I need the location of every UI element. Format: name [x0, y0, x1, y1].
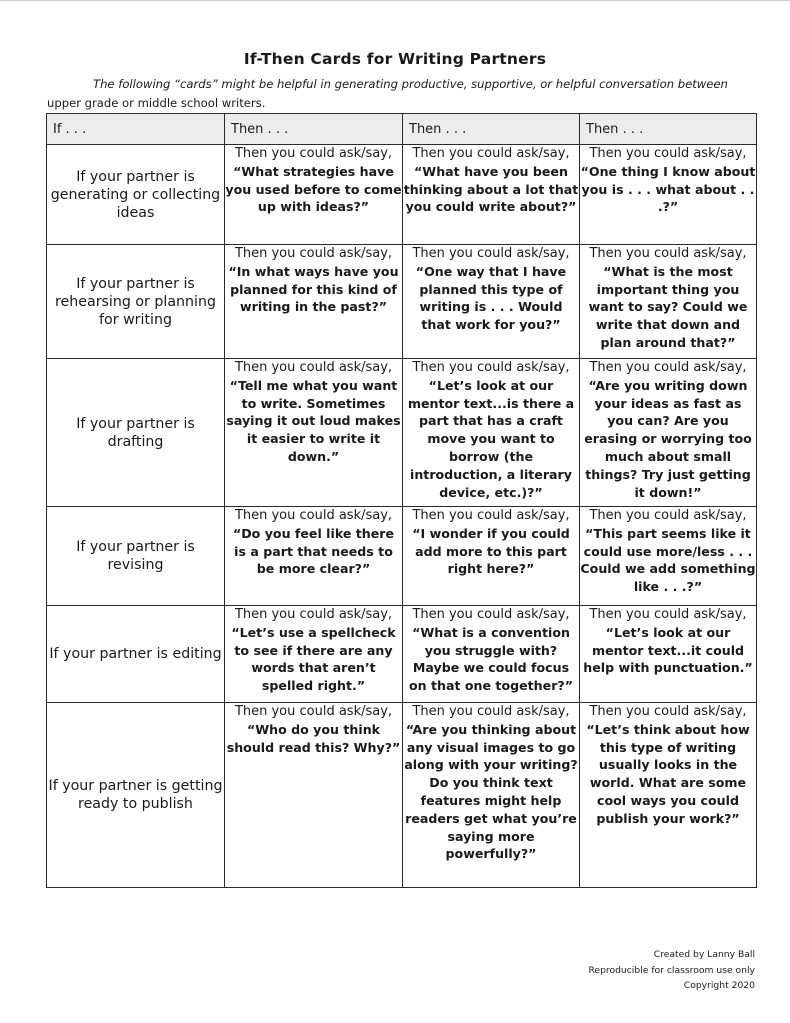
response-lead: Then you could ask/say,	[589, 704, 747, 719]
header-if: If . . .	[47, 114, 225, 145]
response-cell	[580, 145, 757, 245]
response-quote: “In what ways have you planned for this kind of writing in the past?”	[228, 263, 399, 315]
response-cell	[403, 245, 580, 359]
response-quote: “Let’s think about how this type of writing usually looks in the world. What are some cool ways you could publish your work?”	[586, 721, 750, 826]
response-lead: Then you could ask/say,	[234, 146, 393, 161]
page-top-border	[0, 0, 790, 1]
response-quote: “What is a convention you struggle with? Maybe we could focus on that one together?”	[409, 624, 573, 694]
response-quote: “Do you feel like there is a part that needs to be more clear?”	[232, 525, 395, 577]
response-lead: Then you could ask/say,	[589, 607, 747, 622]
header-then-1: Then . . .	[225, 114, 403, 145]
response-cell	[225, 606, 403, 703]
response-cell	[225, 145, 403, 245]
response-quote: “One thing I know about you is . . . what about . . .?”	[580, 163, 756, 215]
response-quote: “Let’s look at our mentor text...it could help with punctuation.”	[583, 624, 753, 676]
response-lead: Then you could ask/say,	[412, 360, 570, 375]
response-cell	[580, 359, 757, 507]
table-row	[47, 245, 757, 359]
header-then-3: Then . . .	[580, 114, 757, 145]
response-cell	[225, 359, 403, 507]
stage-cell: If your partner is revising	[47, 507, 225, 606]
response-cell	[225, 245, 403, 359]
response-lead: Then you could ask/say,	[412, 607, 570, 622]
table-row	[47, 145, 757, 245]
response-cell	[403, 145, 580, 245]
credit-copyright: Copyright 2020	[683, 980, 755, 991]
credits-footer	[588, 947, 755, 994]
response-quote: “Let’s use a spellcheck to see if there are any words that aren’t spelled right.”	[231, 624, 396, 694]
page-title: If-Then Cards for Writing Partners	[243, 50, 547, 68]
credit-usage: Reproducible for classroom use only	[588, 964, 755, 976]
response-lead: Then you could ask/say,	[412, 704, 570, 719]
response-lead: Then you could ask/say,	[234, 246, 393, 261]
response-lead: Then you could ask/say,	[589, 508, 747, 523]
response-quote: “What strategies have you used before to come up with ideas?”	[225, 163, 402, 215]
intro-paragraph	[47, 75, 747, 113]
table-row	[47, 359, 757, 507]
response-cell	[580, 606, 757, 703]
response-lead: Then you could ask/say,	[412, 246, 570, 261]
stage-cell: If your partner is editing	[47, 606, 225, 703]
response-quote: “Let’s look at our mentor text...is there a part that has a craft move you want to borrow (the introduction, a literary device, etc.)?”	[407, 377, 575, 500]
response-quote: “Are you thinking about any visual images to go along with your writing? Do you think text features might help readers get what you’re saying more powerfully?”	[404, 721, 578, 862]
response-lead: Then you could ask/say,	[234, 607, 393, 622]
response-lead: Then you could ask/say,	[589, 146, 747, 161]
stage-cell: If your partner is drafting	[47, 359, 225, 507]
intro-line-2: upper grade or middle school writers.	[47, 96, 266, 110]
response-cell	[403, 359, 580, 507]
response-cell	[225, 703, 403, 888]
response-lead: Then you could ask/say,	[412, 146, 570, 161]
response-quote: “What is the most important thing you want to say? Could we write that down and plan around that?”	[588, 263, 748, 350]
response-lead: Then you could ask/say,	[589, 360, 747, 375]
table-header-row	[47, 114, 757, 145]
response-cell	[580, 507, 757, 606]
response-quote: “One way that I have planned this type of writing is . . . Would that work for you?”	[415, 263, 567, 333]
table-row	[47, 507, 757, 606]
response-cell	[403, 507, 580, 606]
response-lead: Then you could ask/say,	[234, 508, 393, 523]
stage-cell: If your partner is generating or collecting ideas	[47, 145, 225, 245]
response-quote: “Are you writing down your ideas as fast as you can? Are you erasing or worrying too much about small things? Try just getting it down!”	[584, 377, 752, 500]
response-cell	[580, 703, 757, 888]
stage-cell: If your partner is rehearsing or planning for writing	[47, 245, 225, 359]
response-quote: “I wonder if you could add more to this part right here?”	[412, 525, 570, 577]
stage-cell: If your partner is getting ready to publish	[47, 703, 225, 888]
response-quote: “This part seems like it could use more/less . . . Could we add something like . . .?”	[580, 525, 756, 595]
response-lead: Then you could ask/say,	[234, 704, 393, 719]
response-cell	[225, 507, 403, 606]
response-lead: Then you could ask/say,	[589, 246, 747, 261]
response-lead: Then you could ask/say,	[412, 508, 570, 523]
response-lead: Then you could ask/say,	[234, 360, 393, 375]
table-row	[47, 703, 757, 888]
intro-line-1: The following “cards” might be helpful in generating productive, supportive, or helpful conversation between	[93, 77, 728, 91]
response-cell	[580, 245, 757, 359]
table-row	[47, 606, 757, 703]
response-cell	[403, 606, 580, 703]
response-quote: “Who do you think should read this? Why?”	[226, 721, 401, 755]
if-then-table	[46, 113, 757, 888]
response-cell	[403, 703, 580, 888]
response-quote: “What have you been thinking about a lot that you could write about?”	[403, 163, 579, 215]
response-quote: “Tell me what you want to write. Sometimes saying it out loud makes it easier to write it down.”	[226, 377, 401, 464]
credit-author: Created by Lanny Ball	[653, 949, 755, 960]
header-then-2: Then . . .	[403, 114, 580, 145]
